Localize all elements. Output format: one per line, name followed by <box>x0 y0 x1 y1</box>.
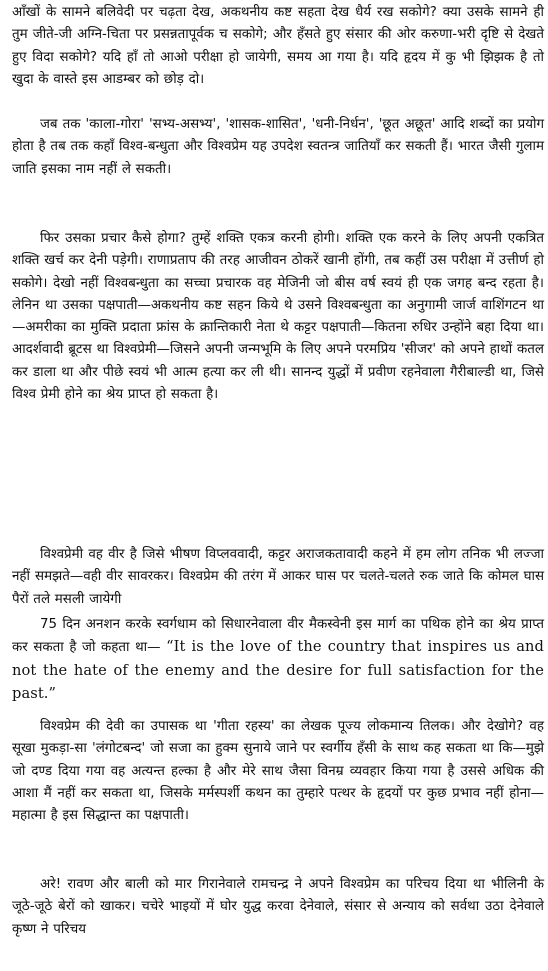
paragraph-savarkar <box>12 544 544 611</box>
paragraph-text: आँखों के सामने बलिवेदी पर चढ़ता देख, अकथनीय कष्ट सहता देख धैर्य रख सकोगे? क्या उसके सामने ही तुम जीते-जी अग्नि-चिता पर प्रसन्नतापूर्वक च सकोगे; और हँसते हुए संसार की ओर करुणा-भरी दृष्टि से देखते हुए विदा सकोगे? यदि हाँ तो आओ परीक्षा हो जायेगी, समय आ गया है। यदि हृदय में कु भी झिझक है तो खुदा के वास्ते इस आडम्बर को छोड़ दो। <box>12 5 544 87</box>
paragraph-courage-test <box>12 2 544 91</box>
paragraph-text: विश्वप्रेमी वह वीर है जिसे भीषण विप्लववादी, कट्टर अराजकतावादी कहने में हम लोग तनिक भी लज्जा नहीं समझते—वही वीर सावरकर। विश्वप्रेम की तरंग में आकर घास पर चलते-चलते रुक जाते कि कोमल घास पैरों तले मसली जायेगी <box>12 547 544 607</box>
paragraph-text: जब तक 'काला-गोरा' 'सभ्य-असभ्य', 'शासक-शासित', 'धनी-निर्धन', 'छूत अछूत' आदि शब्दों का प्रयोग होता है तब तक कहाँ विश्व-बन्धुता और विश्वप्रेम यह उपदेश स्वतन्त्र जातियाँ कर सकती हैं। भारत जैसी गुलाम जाति इसका नाम नहीं ले सकती। <box>12 117 544 177</box>
paragraph-macswiney <box>12 614 544 706</box>
paragraph-text: 75 दिन अनशन करके स्वर्गधाम को सिधारनेवाला वीर मैकस्वेनी इस मार्ग का पथिक होने का श्रेय प्राप्त कर सकता है जो कहता था— <box>12 617 544 656</box>
paragraph-text: फिर उसका प्रचार कैसे होगा? तुम्हें शक्ति एकत्र करनी होगी। शक्ति एक करने के लिए अपनी एकत्रित शक्ति खर्च कर देनी पड़ेगी। राणाप्रताप की तरह आजीवन ठोकरें खानी होंगी, तब कहीं उस परीक्षा में उत्तीर्ण हो सकोगे। देखो नहीं विश्वबन्धुता का सच्चा प्रचारक वह मेजिनी जो बीस वर्ष स्वयं ही एक जगह बन्द रहता है। लेनिन था उसका पक्षपाती—अकथनीय कष्ट सहन किये थे उसने विश्वबन्धुता का अनुगामी जार्ज वाशिंगटन था—अमरीका का मुक्ति प्रदाता फ्रांस के क्रान्तिकारी नेता थे कट्टर पक्षपाती—कितना रुधिर उन्होंने बहा दिया था। आदर्शवादी ब्रूटस था विश्वप्रेमी—जिसने अपनी जन्मभूमि के लिए अपने परमप्रिय 'सीजर' को अपने हाथों कतल कर डाला था और पीछे स्वयं भी आत्म हत्या कर ली थी। सानन्द युद्धों में प्रवीण रहनेवाला गैरीबाल्डी था, जिसे विश्व प्रेमी होने का श्रेय प्राप्त हो सकता है। <box>12 231 544 403</box>
paragraph-propagation <box>12 228 544 406</box>
paragraph-text: अरे! रावण और बाली को मार गिरानेवाले रामचन्द्र ने अपने विश्वप्रेम का परिचय दिया था भीलिनी के जूठे-जूठे बेरों को खाकर। चचेरे भाइयों में घोर युद्ध करवा देनेवाले, संसार से अन्याय को सर्वथा उठा देनेवाले कृष्ण ने परिचय <box>12 877 544 937</box>
paragraph-rama-krishna <box>12 874 544 941</box>
english-quote: “It is the love of the country that inspires us and not the hate of the enemy and the desire for full satisfaction for the past.” <box>12 638 544 702</box>
paragraph-tilak-gandhi <box>12 716 544 827</box>
paragraph-text: विश्वप्रेम की देवी का उपासक था 'गीता रहस्य' का लेखक पूज्य लोकमान्य तिलक। और देखोगे? वह सूखा मुकड़ा-सा 'लंगोटबन्द' जो सजा का हुक्म सुनाये जाने पर स्वर्गीय हँसी के साथ कह सकता था कि—मुझे जो दण्ड दिया गया वह अत्यन्त हल्का है और मेरे साथ जैसा विनम्र व्यवहार किया गया है उससे अधिक की आशा मैं नहीं कर सकता था, जिसके मर्मस्पर्शी कथन का तुम्हारे पत्थर के हृदयों पर कुछ प्रभाव नहीं होना—महात्मा है इस सिद्धान्त का पक्षपाती। <box>12 719 544 824</box>
paragraph-world-brotherhood <box>12 114 544 181</box>
